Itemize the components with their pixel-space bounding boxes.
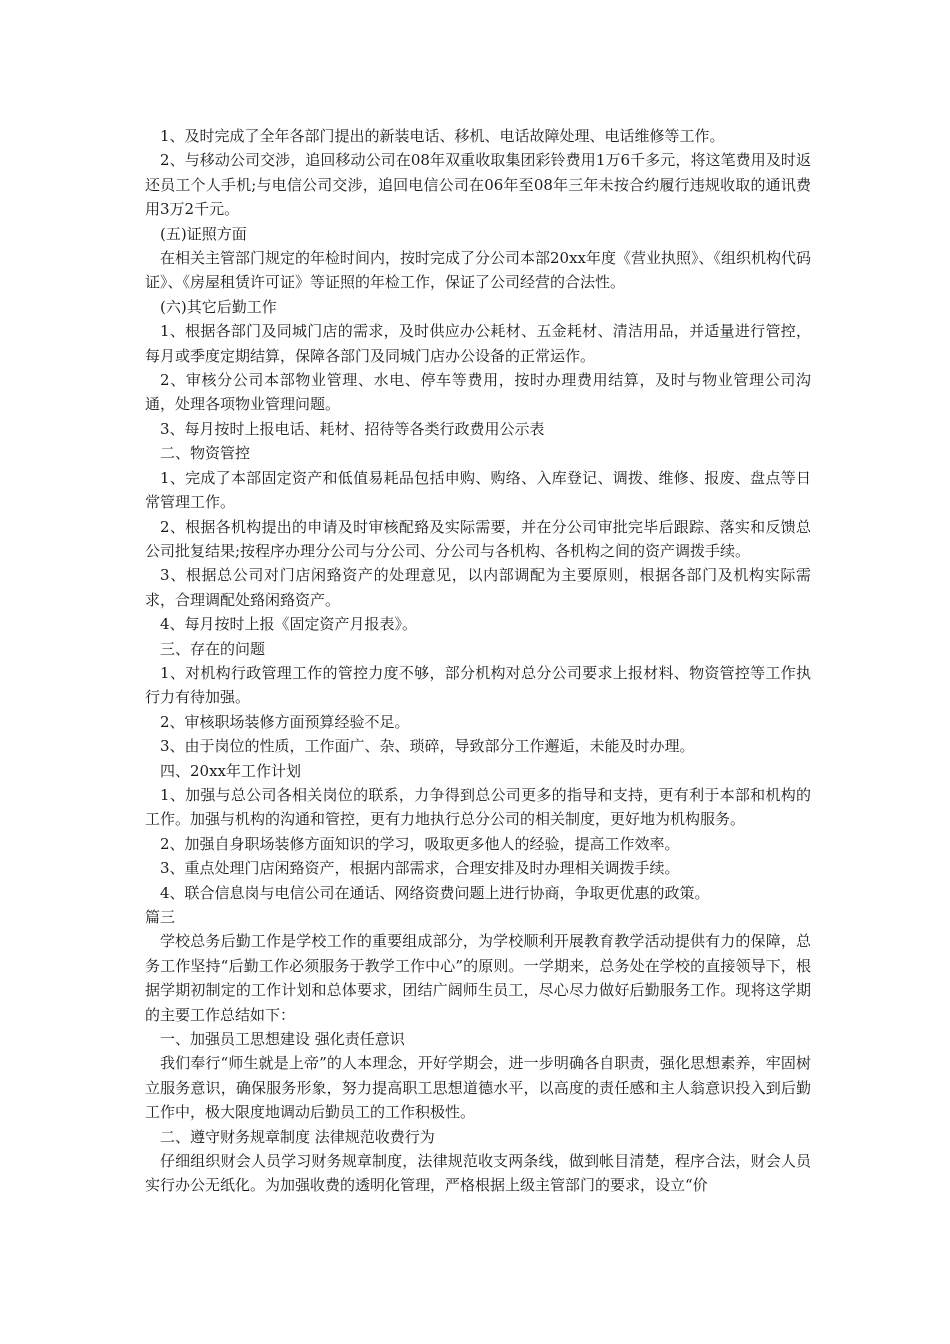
paragraph: 学校总务后勤工作是学校工作的重要组成部分，为学校顺利开展教育教学活动提供有力的保障，总务工作坚持“后勤工作必须服务于教学工作中心”的原则。一学期来，总务处在学校的直接领导下，根据学期初制定的工作计划和总体要求，团结广阔师生员工，尽心尽力做好后勤服务工作。现将这学期的主要工作总结如下：: [145, 932, 811, 1024]
paragraph: 仔细组织财会人员学习财务规章制度，法律规范收支两条线，做到帐目清楚，程序合法，财会人员实行办公无纸化。为加强收费的透明化管理，严格根据上级主管部门的要求，设立“价: [145, 1152, 811, 1195]
section-heading: 三、存在的问题: [160, 639, 266, 658]
paragraph: 2、根据各机构提出的申请及时审核配臵及实际需要，并在分公司审批完毕后跟踪、落实和反馈总公司批复结果;按程序办理分公司与分公司、分公司与各机构、各机构之间的资产调拨手续。: [145, 517, 811, 560]
paragraph: 3、重点处理门店闲臵资产，根据内部需求，合理安排及时办理相关调拨手续。: [160, 859, 680, 878]
paragraph: 1、根据各部门及同城门店的需求，及时供应办公耗材、五金耗材、清洁用品，并适量进行管控，每月或季度定期结算，保障各部门及同城门店办公设备的正常运作。: [145, 322, 811, 365]
paragraph: 3、由于岗位的性质，工作面广、杂、琐碎，导致部分工作邂逅，未能及时办理。: [160, 737, 695, 756]
paragraph: 我们奉行“师生就是上帝”的人本理念，开好学期会，进一步明确各自职责，强化思想素养，牢固树立服务意识，确保服务形象，努力提高职工思想道德水平，以高度的责任感和主人翁意识投入到后勤工作中，极大限度地调动后勤员工的工作积极性。: [145, 1054, 811, 1122]
paragraph: 1、完成了本部固定资产和低值易耗品包括申购、购络、入库登记、调拨、维修、报废、盘点等日常管理工作。: [145, 468, 811, 512]
section-heading: (五)证照方面: [160, 224, 247, 243]
section-heading: 二、遵守财务规章制度 法律规范收费行为: [160, 1127, 435, 1146]
chapter-heading: 篇三: [145, 908, 176, 926]
paragraph: 2、与移动公司交涉，追回移动公司在08年双重收取集团彩铃费用1万6千多元，将这笔费用及时返还员工个人手机;与电信公司交涉，追回电信公司在06年至08年三年未按合约履行违规收取的通讯费用3万2千元。: [145, 151, 811, 219]
paragraph: 2、加强自身职场装修方面知识的学习，吸取更多他人的经验，提高工作效率。: [160, 834, 680, 853]
paragraph: 4、联合信息岗与电信公司在通话、网络资费问题上进行协商，争取更优惠的政策。: [160, 883, 710, 902]
paragraph: 4、每月按时上报《固定资产月报表》。: [160, 615, 418, 634]
section-heading: 一、加强员工思想建设 强化责任意识: [160, 1030, 405, 1049]
paragraph: 2、审核职场装修方面预算经验不足。: [160, 712, 410, 731]
paragraph: 1、加强与总公司各相关岗位的联系，力争得到总公司更多的指导和支持，更有利于本部和机构的工作。加强与机构的沟通和管控，更有力地执行总分公司的相关制度，更好地为机构服务。: [145, 785, 811, 829]
paragraph: 1、及时完成了全年各部门提出的新装电话、移机、电话故障处理、电话维修等工作。: [160, 127, 725, 145]
paragraph: 3、根据总公司对门店闲臵资产的处理意见，以内部调配为主要原则，根据各部门及机构实际需求，合理调配处臵闲臵资产。: [145, 566, 811, 609]
paragraph: 1、对机构行政管理工作的管控力度不够，部分机构对总分公司要求上报材料、物资管控等工作执行力有待加强。: [145, 663, 811, 707]
section-heading: 四、20xx年工作计划: [160, 761, 302, 780]
document-body: [145, 124, 811, 1198]
paragraph: 3、每月按时上报电话、耗材、招待等各类行政费用公示表: [160, 419, 545, 438]
section-heading: (六)其它后勤工作: [160, 297, 277, 316]
paragraph: 2、审核分公司本部物业管理、水电、停车等费用，按时办理费用结算，及时与物业管理公司沟通，处理各项物业管理问题。: [145, 371, 811, 414]
paragraph: 在相关主管部门规定的年检时间内，按时完成了分公司本部20xx年度《营业执照》、《组织机构代码证》、《房屋租赁许可证》等证照的年检工作，保证了公司经营的合法性。: [145, 249, 812, 292]
section-heading: 二、物资管控: [160, 444, 251, 463]
